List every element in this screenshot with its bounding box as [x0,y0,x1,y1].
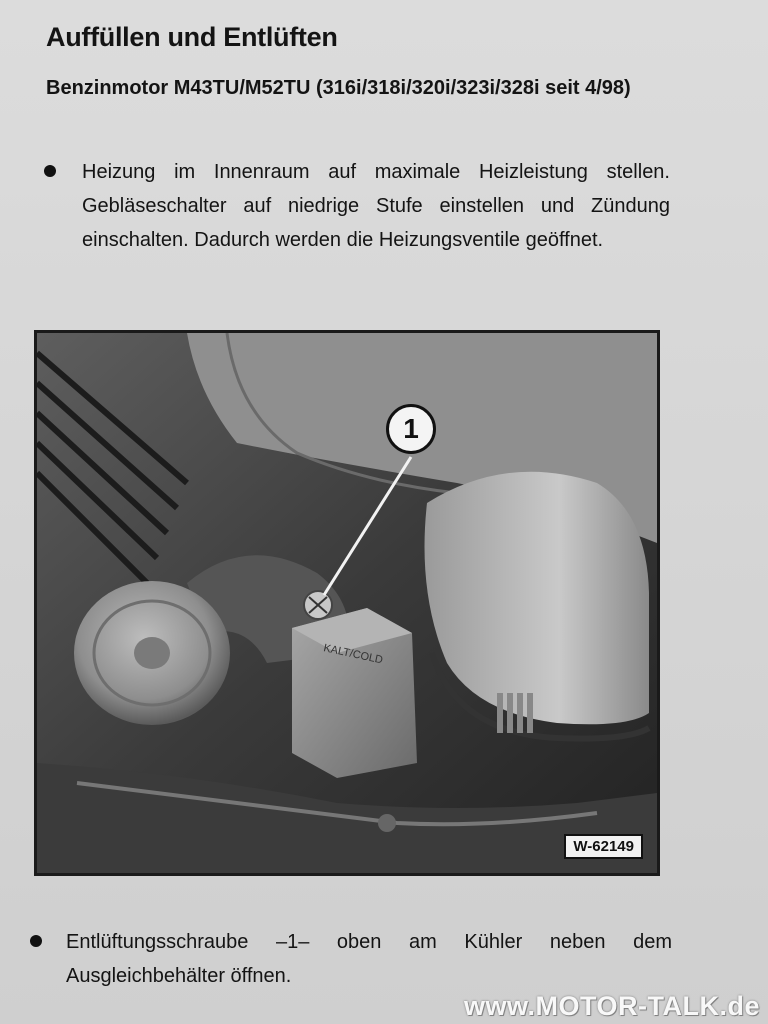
instruction-paragraph-1: Heizung im Innenraum auf maximale Heizleistung stellen. Gebläseschalter auf niedrige Stufe einstellen und Zündung einschalten. Dadurch werden die Heizungsventile geöffnet. [82,161,670,251]
engine-photo [34,330,660,876]
engine-subtitle: Benzinmotor M43TU/M52TU (316i/318i/320i/323i/328i seit 4/98) [46,77,631,99]
figure-code: W-62149 [564,834,643,859]
bullet-icon [30,935,42,947]
bullet-icon [44,165,56,177]
callout-marker: 1 [386,404,436,454]
watermark: www.MOTOR-TALK.de [464,991,760,1021]
tank-label: KALT/COLD [322,642,384,667]
instruction-paragraph-2: Entlüftungsschraube –1– oben am Kühler neben dem Ausgleichbehälter öffnen. [66,931,672,987]
engine-illustration [37,333,657,873]
page-title: Auffüllen und Entlüften [46,22,338,52]
